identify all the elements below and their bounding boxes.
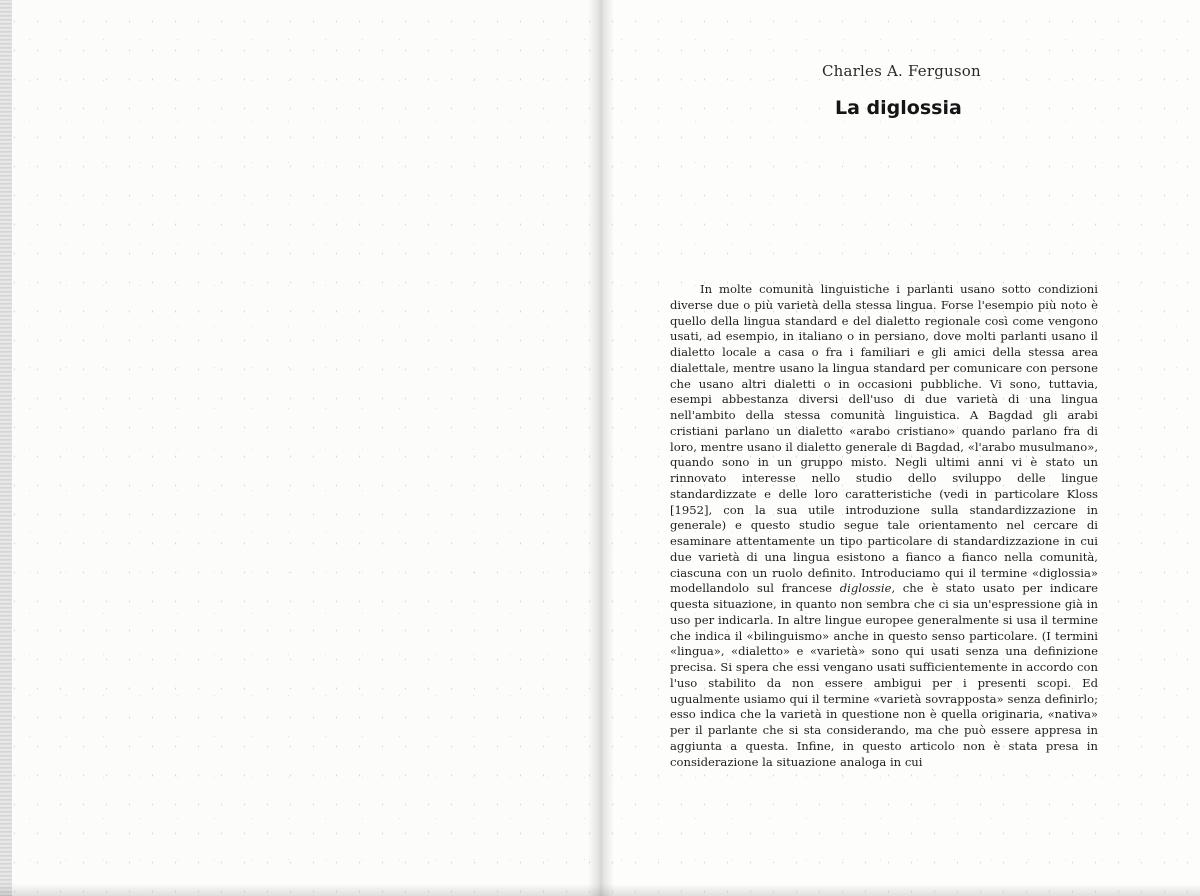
- body-paragraph: [670, 282, 1098, 770]
- italic-term: diglossie: [839, 581, 892, 596]
- author-name: Charles A. Ferguson: [822, 62, 981, 80]
- article-title: La diglossia: [835, 97, 962, 119]
- body-text-part-2: , che è stato usato per indicare questa situazione, in quanto non sembra che ci sia un'espressione già in uso per indicarla. In altre lingue europee generalmente si usa il termine che indica il «bilinguismo» anche in questo senso particolare. (I termini «lingua», «dialetto» e «varietà» sono qui usati senza una definizione precisa. Si spera che essi vengano usati sufficientemente in accordo con l'uso stabilito da non essere ambigui per i presenti scopi. Ed ugualmente usiamo qui il termine «varietà sovrapposta» senza definirlo; esso indica che la varietà in questione non è quella originaria, «nativa» per il parlante che si sta considerando, ma che può essere appresa in aggiunta a questa. Infine, in questo articolo non è stata presa in considerazione la situazione analoga in cui: [670, 581, 1099, 769]
- body-text-part-1: In molte comunità linguistiche i parlanti usano sotto condizioni diverse due o più varietà della stessa lingua. Forse l'esempio più noto è quello della lingua standard e del dialetto regionale così come vengono usati, ad esempio, in italiano o in persiano, dove molti parlanti usano il dialetto locale a casa o fra i familiari e gli amici della stessa area dialettale, mentre usano la lingua standard per comunicare con persone che usano altri dialetti o in occasioni pubbliche. Vi sono, tuttavia, esempi abbestanza diversi dell'uso di due varietà di una lingua nell'ambito della stessa comunità linguistica. A Bagdad gli arabi cristiani parlano un dialetto «arabo cristiano» quando parlano fra di loro, mentre usano il dialetto generale di Bagdad, «l'arabo musulmano», quando sono in un gruppo misto. Negli ultimi anni vi è stato un rinnovato interesse nello studio dello sviluppo delle lingue standardizzate e delle loro caratteristiche (vedi in particolare Kloss [1952], con la sua utile introduzione sulla standardizzazione in generale) e questo studio segue tale orientamento nel cercare di esaminare attentamente un tipo particolare di standardizzazione in cui due varietà di una lingua esistono a fianco a fianco nella comunità, ciascuna con un ruolo definito. Introduciamo qui il termine «diglossia» modellandolo sul francese: [670, 282, 1098, 596]
